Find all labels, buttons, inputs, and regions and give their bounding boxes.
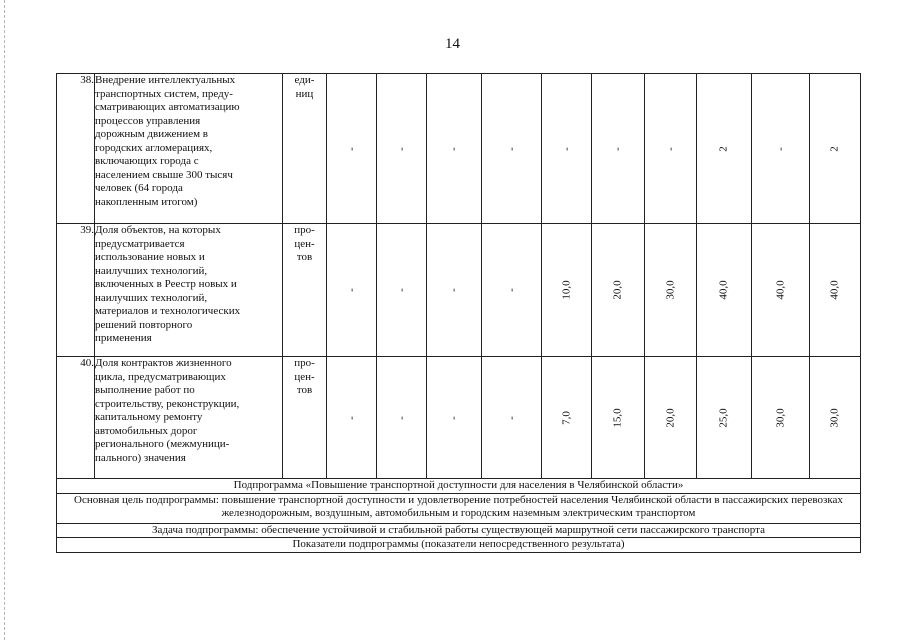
unit-line: цен- [294, 237, 315, 250]
indicator-name-line: наилучших технологий, [95, 291, 208, 304]
value-text: - [394, 288, 407, 292]
indicator-name-line: регионального (межмуници- [95, 438, 230, 450]
indicators-header-row [57, 538, 861, 553]
value-cell [542, 357, 592, 479]
value-text: 10,0 [559, 280, 572, 300]
value-cell [427, 224, 482, 357]
value-cell [592, 74, 645, 224]
subprogram-goal: Основная цель подпрограммы: повышение транспортной доступности и удовлетворение потребностей населения Челябинской области в пассажирских перевозках железнодорожным, воздушным, автомобильным и городским наземным электрическим транспортом [57, 493, 861, 523]
indicator-name-line: решений повторного [95, 318, 193, 331]
indicator-name-line: цикла, предусматривающих [95, 370, 226, 383]
value-cell [377, 74, 427, 224]
value-cell [697, 74, 752, 224]
value-text: - [344, 146, 357, 151]
value-text: 15,0 [611, 407, 624, 428]
indicator-name-line: предусматривается [95, 237, 185, 250]
value-cell [810, 224, 861, 357]
subprogram-title: Подпрограмма «Повышение транспортной доступности для населения в Челябинской области» [57, 479, 861, 494]
indicator-name-line: Доля контрактов жизненного [95, 357, 232, 369]
indicator-name-line: использование новых и [95, 251, 205, 263]
indicator-name-line: сматривающих автоматизацию [95, 101, 240, 113]
value-cell [427, 357, 482, 479]
indicator-name-line: Доля объектов, на которых [95, 224, 221, 236]
value-cell [697, 224, 752, 357]
value-text: 30,0 [828, 407, 841, 428]
value-text: - [344, 288, 357, 292]
indicator-name-line: процессов управления [95, 114, 201, 127]
value-text: - [394, 415, 407, 420]
value-cell [542, 74, 592, 224]
value-cell [427, 74, 482, 224]
value-cell [752, 74, 810, 224]
value-cell [697, 357, 752, 479]
value-cell [482, 224, 542, 357]
indicator-name-line: применения [95, 332, 152, 344]
indicator-name-line: пального) значения [95, 451, 186, 464]
subprogram-task: Задача подпрограммы: обеспечение устойчивой и стабильной работы существующей маршрутной сети пассажирского транспорта [57, 523, 861, 538]
value-cell [327, 74, 377, 224]
indicator-name-line: включенных в Реестр новых и [95, 278, 237, 290]
value-text: 40,0 [828, 280, 841, 300]
value-text: 20,0 [611, 280, 624, 300]
value-text: 30,0 [663, 280, 676, 300]
indicator-name-line: материалов и технологических [95, 305, 241, 317]
indicator-name [95, 357, 283, 479]
value-cell [645, 224, 697, 357]
value-text: - [447, 146, 460, 151]
indicator-name-line: автомобильных дорог [95, 424, 198, 437]
indicator-name-line: человек (64 города [95, 182, 183, 194]
unit-line: тов [296, 384, 313, 396]
value-text: 2 [717, 145, 730, 152]
subprogram-title-row [57, 479, 861, 494]
indicator-name [95, 74, 283, 224]
task-row [57, 523, 861, 538]
value-cell [592, 224, 645, 357]
indicator-name-line: дорожным движением в [95, 128, 208, 140]
unit-of-measure [283, 224, 327, 357]
value-cell [645, 357, 697, 479]
value-text: 25,0 [717, 407, 730, 428]
row-number: 40. [57, 357, 95, 479]
value-text: - [394, 146, 407, 151]
indicator-name-line: наилучших технологий, [95, 264, 208, 277]
goal-row [57, 493, 861, 523]
indicators-header: Показатели подпрограммы (показатели непосредственного результата) [57, 538, 861, 553]
value-text: 20,0 [663, 407, 676, 428]
value-cell [592, 357, 645, 479]
value-cell [327, 357, 377, 479]
value-text: 40,0 [717, 280, 730, 300]
value-text: 30,0 [773, 407, 786, 428]
table-row [57, 74, 861, 224]
indicator-name-line: выполнение работ по [95, 384, 195, 396]
indicator-name-line: городских агломерациях, [95, 141, 213, 154]
value-text: 2 [828, 145, 841, 152]
value-cell [482, 74, 542, 224]
value-cell [482, 357, 542, 479]
indicator-name [95, 224, 283, 357]
indicator-name-line: накопленным итогом) [95, 195, 198, 208]
value-cell [645, 74, 697, 224]
value-cell [377, 224, 427, 357]
unit-of-measure [283, 74, 327, 224]
table-row [57, 357, 861, 479]
value-cell [810, 74, 861, 224]
value-text: - [504, 146, 517, 151]
value-cell [542, 224, 592, 357]
value-text: - [773, 146, 786, 151]
value-cell [377, 357, 427, 479]
row-number: 39. [57, 224, 95, 357]
unit-line: про- [294, 357, 315, 369]
indicator-name-line: включающих города с [95, 155, 199, 167]
indicator-name-line: транспортных систем, преду- [95, 87, 233, 100]
table-row [57, 224, 861, 357]
indicator-name-line: населением свыше 300 тысяч [95, 168, 233, 181]
value-text: 40,0 [773, 280, 786, 300]
value-text: - [663, 146, 676, 151]
value-text: - [611, 146, 624, 151]
page-left-edge [4, 0, 5, 640]
value-text: - [447, 288, 460, 292]
indicator-name-line: капитальному ремонту [95, 411, 203, 423]
unit-line: про- [294, 224, 315, 236]
page-number: 14 [445, 36, 460, 52]
value-text: - [559, 146, 572, 151]
unit-line: цен- [294, 370, 315, 383]
indicator-name-line: строительству, реконструкции, [95, 397, 240, 410]
value-text: - [504, 415, 517, 420]
value-text: - [344, 415, 357, 420]
unit-line: тов [296, 251, 313, 263]
row-number: 38. [57, 74, 95, 224]
unit-line: ниц [295, 87, 314, 100]
value-text: 7,0 [559, 410, 572, 425]
value-cell [327, 224, 377, 357]
indicators-table [56, 73, 861, 553]
value-cell [810, 357, 861, 479]
indicator-name-line: Внедрение интеллектуальных [95, 74, 236, 86]
value-text: - [504, 288, 517, 292]
value-cell [752, 357, 810, 479]
value-text: - [447, 415, 460, 420]
value-cell [752, 224, 810, 357]
unit-of-measure [283, 357, 327, 479]
unit-line: еди- [294, 74, 315, 86]
